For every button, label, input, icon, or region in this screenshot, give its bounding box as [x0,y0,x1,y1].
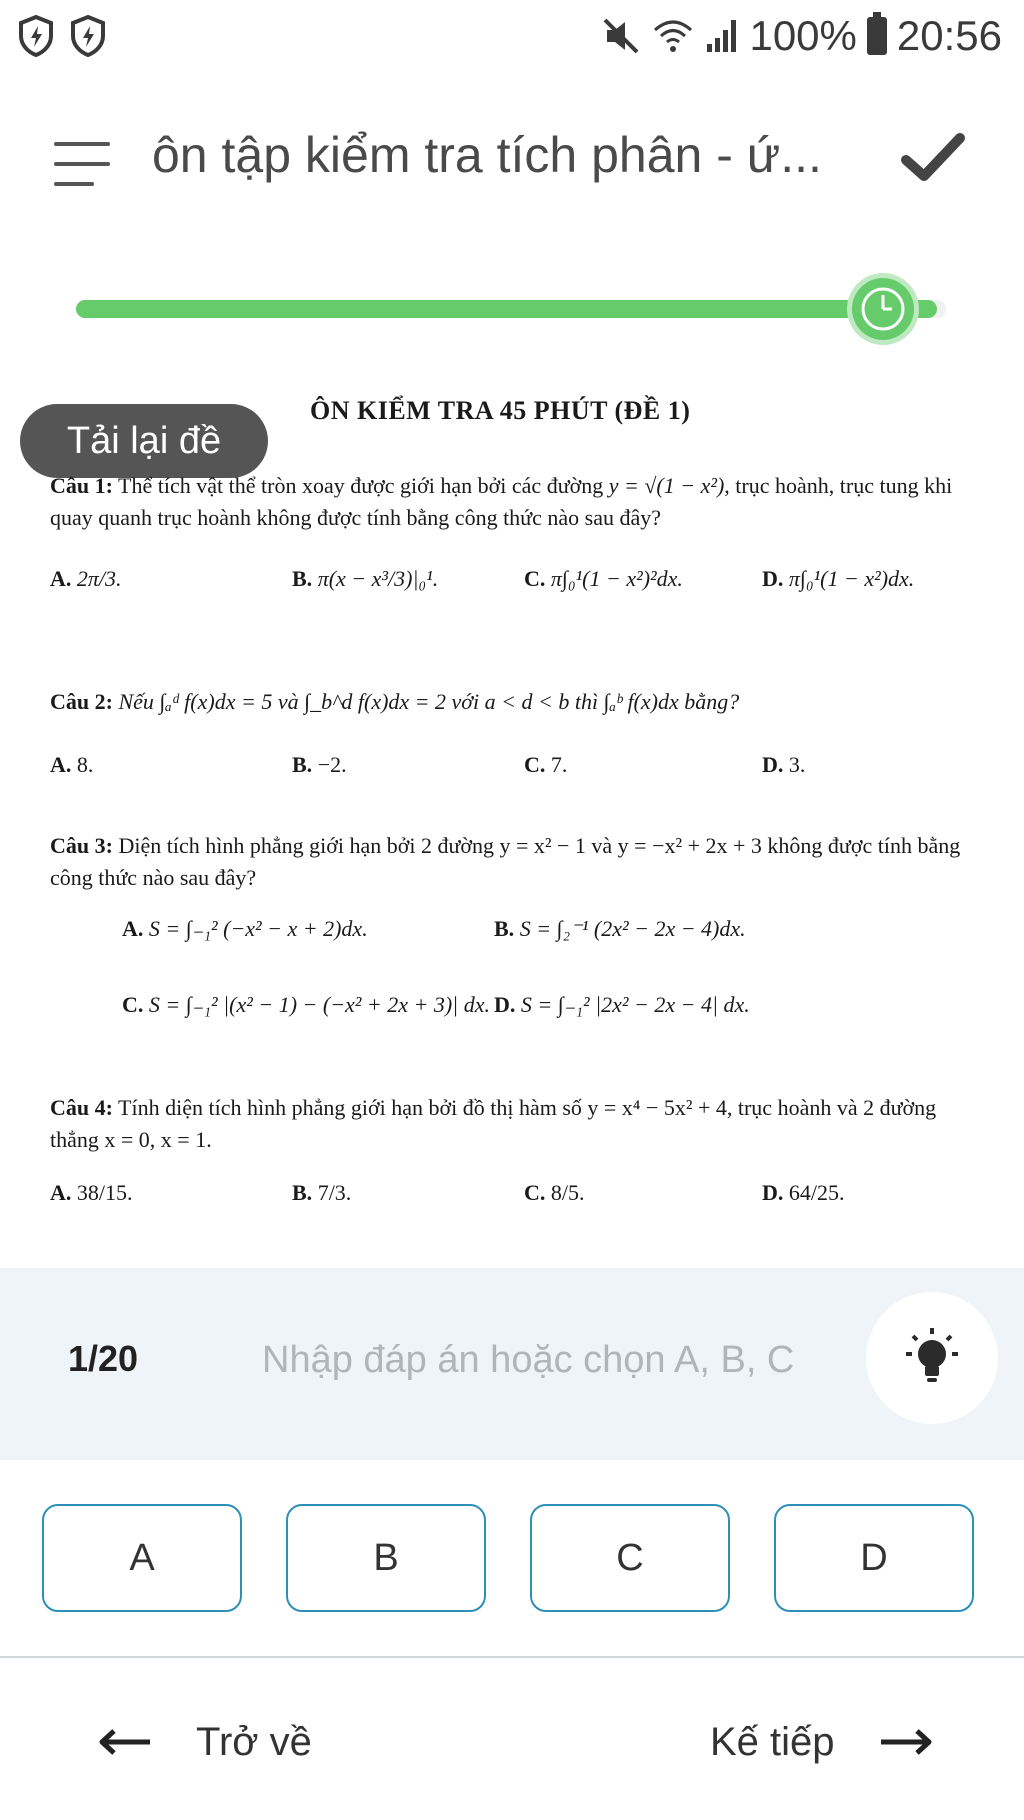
option-b: B. 7/3. [292,1180,352,1205]
option-b: B. −2. [292,752,347,777]
battery-icon [867,17,887,55]
check-icon[interactable] [900,130,966,186]
progress-fill [76,300,937,318]
choice-b-button[interactable]: B [286,1504,486,1612]
reload-exam-button[interactable]: Tải lại đề [20,404,268,478]
question-label: Câu 1: [50,473,113,498]
signal-icon [705,18,739,54]
question-formula: y = √(1 − x²) [608,473,725,498]
next-button[interactable] [710,1706,935,1778]
option-d: D. 64/25. [762,1180,845,1205]
status-bar [0,0,1024,74]
lightbulb-icon [900,1326,964,1390]
question-label: Câu 4: [50,1095,113,1120]
option-a: A. 38/15. [50,1180,133,1205]
option-c: C. S = ∫₋₁² |(x² − 1) − (−x² + 2x + 3)| dx. [122,992,490,1017]
option-b: B. π(x − x³/3)|₀¹. [292,566,439,591]
divider [0,1656,1024,1658]
choice-a-button[interactable]: A [42,1504,242,1612]
option-c: C. 8/5. [524,1180,585,1205]
option-c: C. π∫₀¹(1 − x²)²dx. [524,566,683,591]
battery-percent: 100% [749,12,857,59]
question-text: Diện tích hình phẳng giới hạn bởi 2 đường y = x² − 1 và y = −x² + 2x + 3 không được tính bằng công thức nào sau đây? [50,833,961,890]
question-text: Thể tích vật thể tròn xoay được giới hạn bởi các đường [112,473,609,498]
back-label: Trở về [196,1719,312,1764]
timer-icon [852,278,914,340]
question-1 [50,470,990,534]
option-a: A. S = ∫₋₁² (−x² − x + 2)dx. [122,916,368,941]
arrow-right-icon [879,1727,935,1757]
option-d: D. 3. [762,752,806,777]
wifi-icon [651,16,695,56]
hint-button[interactable] [866,1292,998,1424]
choice-d-button[interactable]: D [774,1504,974,1612]
question-text: , trục hoành, trục tung khi quay quanh trục hoành không được tính bằng công thức nào sau đây? [50,473,953,530]
option-d: D. π∫₀¹(1 − x²)dx. [762,566,915,591]
question-text: Tính diện tích hình phẳng giới hạn bởi đồ thị hàm số y = x⁴ − 5x² + 4, trục hoành và 2 đường thẳng x = 0, x = 1. [50,1095,937,1152]
back-button[interactable] [96,1706,312,1778]
question-counter: 1/20 [68,1338,139,1379]
choice-c-button[interactable]: C [530,1504,730,1612]
option-b: B. S = ∫₂⁻¹ (2x² − 2x − 4)dx. [494,916,746,941]
option-a: A. 2π/3. [50,566,122,591]
option-a: A. 8. [50,752,94,777]
answer-input[interactable] [262,1330,822,1390]
option-c: C. 7. [524,752,568,777]
question-3 [50,830,990,894]
question-label: Câu 3: [50,833,113,858]
clock: 20:56 [896,12,1002,59]
next-label: Kế tiếp [710,1719,835,1764]
shield-icon [68,14,108,58]
menu-icon[interactable] [54,142,110,186]
mute-icon [601,16,641,56]
exam-title: ÔN KIỂM TRA 45 PHÚT (ĐỀ 1) [310,396,691,425]
shield-icon [16,14,56,58]
question-label: Câu 2: [50,689,113,714]
page-title: ôn tập kiểm tra tích phân - ứ... [152,127,822,183]
question-text: Nếu ∫ₐᵈ f(x)dx = 5 và ∫_b^d f(x)dx = 2 với a < d < b thì ∫ₐᵇ f(x)dx bằng? [112,689,740,714]
option-d: D. S = ∫₋₁² |2x² − 2x − 4| dx. [494,992,750,1017]
arrow-left-icon [96,1727,152,1757]
question-4 [50,1092,990,1156]
question-2 [50,686,990,718]
